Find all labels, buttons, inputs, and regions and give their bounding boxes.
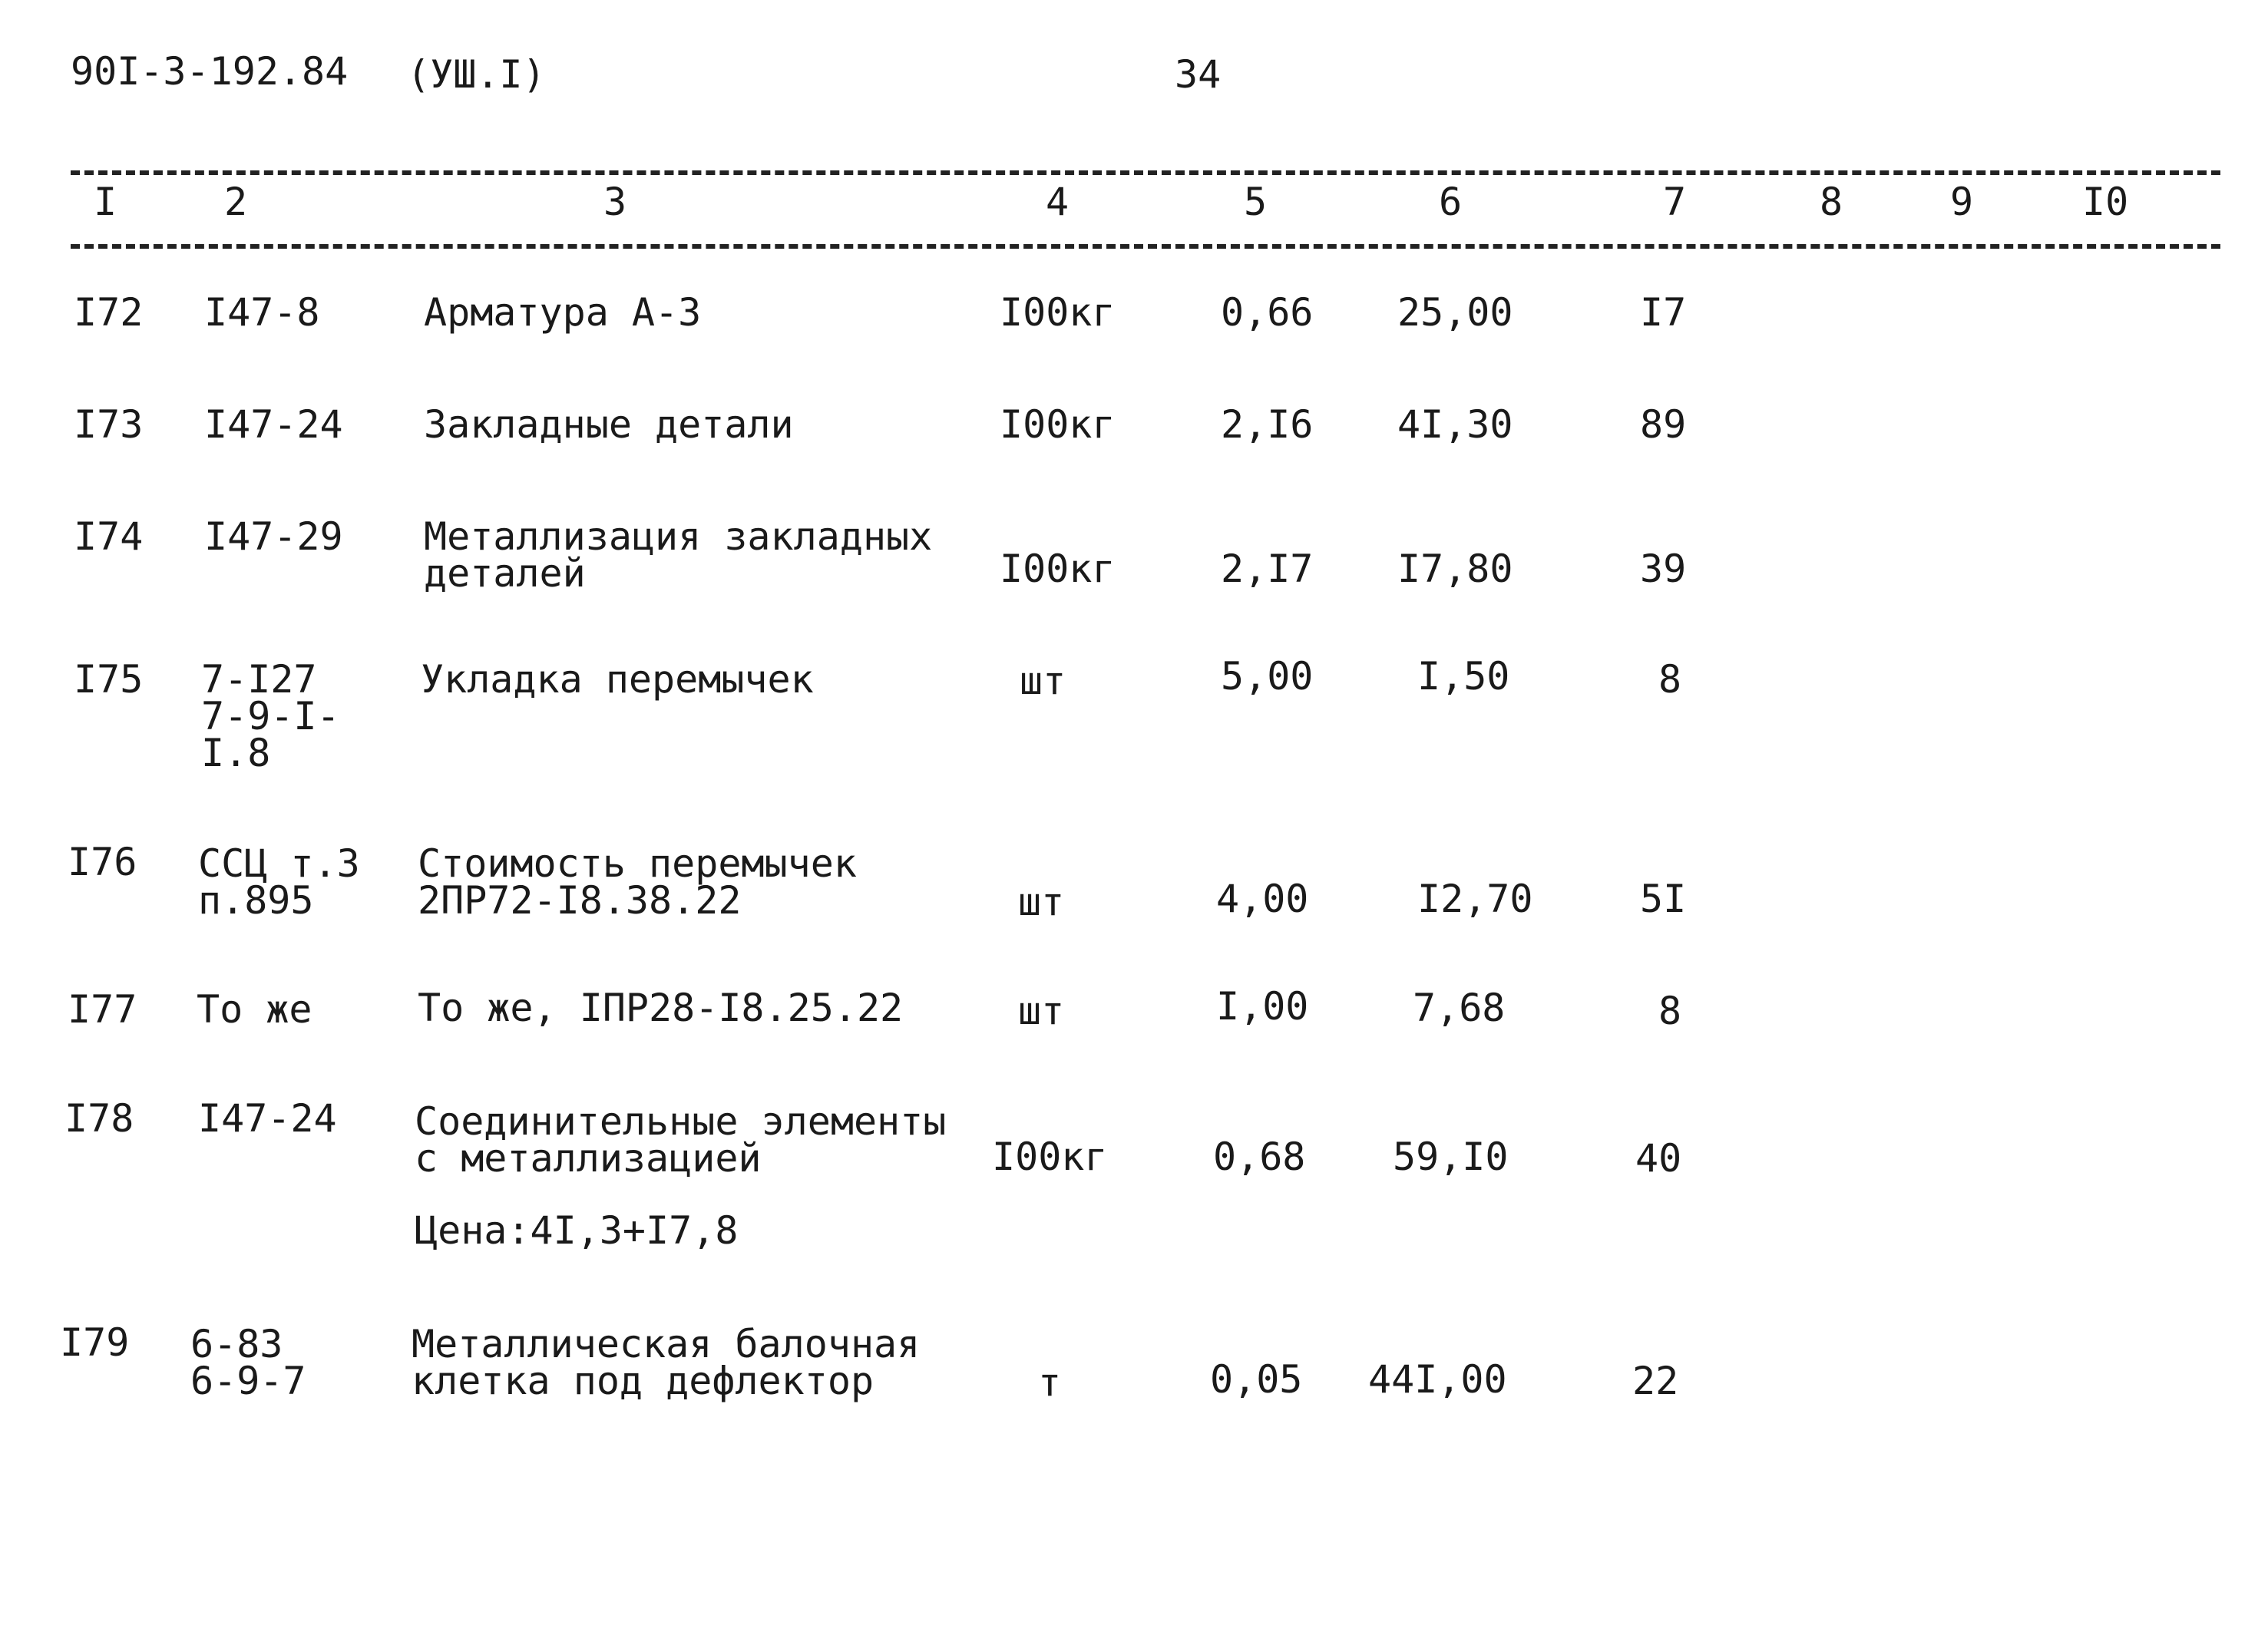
work-description: Металлическая балочная	[412, 1322, 921, 1366]
work-description: Укладка перемычек	[421, 657, 814, 702]
unit: шт	[1018, 989, 1065, 1033]
rate-code: I47-24	[198, 1096, 337, 1141]
rate-code: I47-8	[204, 290, 320, 335]
column-header-2: 2	[224, 180, 248, 224]
total-cost: 89	[1640, 402, 1687, 447]
unit: I00кг	[1000, 290, 1116, 335]
row-number: I77	[68, 987, 137, 1032]
total-cost: 40	[1635, 1136, 1682, 1181]
quantity: 0,66	[1221, 290, 1314, 335]
row-number: I75	[74, 657, 144, 702]
work-description-line-2: деталей	[424, 551, 586, 596]
album-label: (УШ.I)	[407, 52, 546, 97]
unit: I00кг	[1000, 547, 1116, 591]
work-description-line-2: с металлизацией	[415, 1136, 762, 1181]
work-description: Закладные детали	[424, 402, 794, 447]
column-header-6: 6	[1439, 180, 1463, 224]
unit-price: 25,00	[1397, 290, 1513, 335]
unit: шт	[1018, 880, 1065, 924]
column-header-3: 3	[603, 180, 627, 224]
row-number: I76	[68, 840, 137, 884]
column-header-4: 4	[1046, 180, 1070, 224]
page-number: 34	[1175, 52, 1222, 97]
rate-code-line-2: 6-9-7	[190, 1359, 306, 1403]
quantity: 5,00	[1221, 654, 1314, 699]
unit-price: 4I,30	[1397, 402, 1513, 447]
unit: т	[1038, 1360, 1062, 1405]
rate-code: 6-83	[190, 1322, 283, 1366]
header-top-rule	[71, 170, 2220, 175]
work-description: Металлизация закладных	[424, 514, 933, 559]
total-cost: I7	[1640, 290, 1687, 335]
work-description: Соединительные элементы	[415, 1099, 947, 1144]
column-header-10: I0	[2082, 180, 2129, 224]
row-number: I74	[74, 514, 144, 559]
column-header-8: 8	[1820, 180, 1843, 224]
rate-code-line-2: п.895	[198, 878, 314, 923]
unit: шт	[1020, 659, 1066, 703]
unit: I00кг	[1000, 402, 1116, 447]
rate-code-line-2: 7-9-I-	[201, 694, 340, 738]
row-number: I72	[74, 290, 144, 335]
total-cost: 5I	[1640, 877, 1687, 921]
work-description: То же, IПР28-I8.25.22	[418, 986, 904, 1030]
price-note: Цена:4I,3+I7,8	[415, 1208, 739, 1253]
quantity: 4,00	[1216, 877, 1309, 921]
document-code: 90I-3-192.84	[71, 49, 349, 94]
rate-code-line-3: I.8	[201, 731, 271, 775]
unit-price: I2,70	[1417, 877, 1533, 921]
total-cost: 8	[1658, 989, 1682, 1033]
unit-price: 59,I0	[1393, 1135, 1509, 1179]
header-bottom-rule	[71, 244, 2220, 249]
rate-code: I47-29	[204, 514, 343, 559]
total-cost: 8	[1658, 657, 1682, 702]
work-description: Арматура А-3	[424, 290, 702, 335]
work-description-line-2: клетка под дефлектор	[412, 1359, 874, 1403]
rate-code: То же	[197, 987, 312, 1032]
rate-code: ССЦ т.3	[198, 841, 360, 886]
total-cost: 22	[1632, 1359, 1679, 1403]
quantity: 2,I7	[1221, 547, 1314, 591]
quantity: I,00	[1216, 984, 1309, 1029]
unit-price: 7,68	[1413, 986, 1506, 1030]
quantity: 0,05	[1210, 1357, 1303, 1402]
column-header-7: 7	[1663, 180, 1687, 224]
quantity: 2,I6	[1221, 402, 1314, 447]
work-description-line-2: 2ПР72-I8.38.22	[418, 878, 742, 923]
row-number: I73	[74, 402, 144, 447]
unit-price: I7,80	[1397, 547, 1513, 591]
rate-code: I47-24	[204, 402, 343, 447]
column-header-1: I	[94, 180, 117, 224]
unit: I00кг	[992, 1135, 1108, 1179]
row-number: I79	[60, 1320, 130, 1365]
work-description: Стоимость перемычек	[418, 841, 857, 886]
unit-price: I,50	[1417, 654, 1510, 699]
total-cost: 39	[1640, 547, 1687, 591]
rate-code: 7-I27	[201, 657, 317, 702]
row-number: I78	[64, 1096, 134, 1141]
unit-price: 44I,00	[1368, 1357, 1507, 1402]
quantity: 0,68	[1213, 1135, 1306, 1179]
column-header-5: 5	[1244, 180, 1268, 224]
column-header-9: 9	[1950, 180, 1974, 224]
